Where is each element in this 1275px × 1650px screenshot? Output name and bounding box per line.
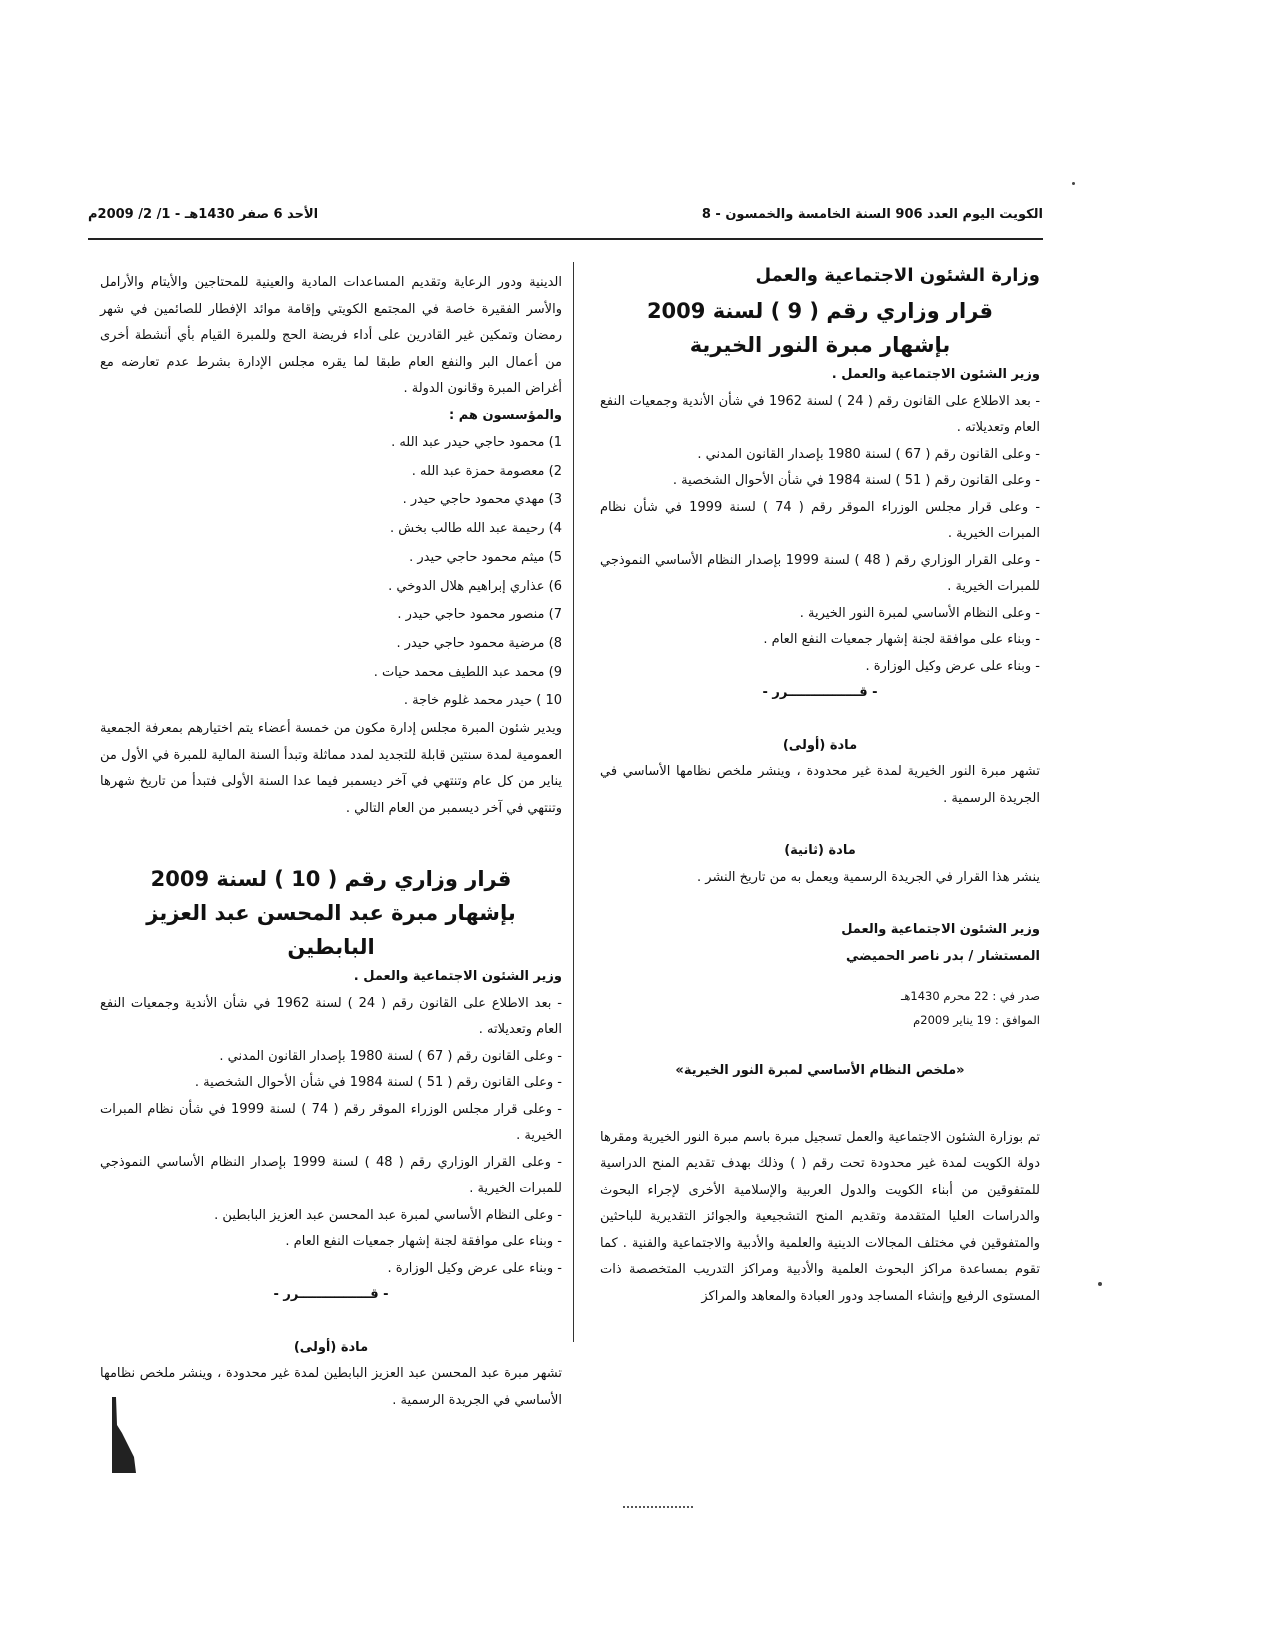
founder-item: 9) محمد عبد اللطيف محمد حيات . xyxy=(373,664,562,680)
recital: - بعد الاطلاع على القانون رقم ( 24 ) لسنة 1962 في شأن الأندية وجمعيات النفع العام وتعديلاته . xyxy=(600,393,1041,435)
founder-item: 2) معصومة حمزة عبد الله . xyxy=(411,463,562,479)
article-1-text: تشهر مبرة عبد المحسن عبد العزيز البابطين لمدة غير محدودة ، وينشر ملخص نظامها الأساسي في الجريدة الرسمية . xyxy=(100,1366,562,1408)
column-divider xyxy=(573,262,574,1342)
decree-subject: بإشهار مبرة عبد المحسن عبد العزيز البابطين xyxy=(146,901,516,960)
recital: - وعلى القانون رقم ( 51 ) لسنة 1984 في شأن الأحوال الشخصية . xyxy=(672,473,1040,488)
recital: - وعلى القرار الوزاري رقم ( 48 ) لسنة 1999 بإصدار النظام الأساسي النموذجي للمبرات الخيرية . xyxy=(600,552,1040,594)
article-1-title: مادة (أولى) xyxy=(782,737,858,753)
decree-subject: بإشهار مبرة النور الخيرية xyxy=(689,333,951,357)
recital: - وعلى النظام الأساسي لمبرة عبد المحسن عبد العزيز البابطين . xyxy=(214,1207,562,1223)
page-header xyxy=(88,207,1043,231)
article-1-text: تشهر مبرة النور الخيرية لمدة غير محدودة ، وينشر ملخص نظامها الأساسي في الجريدة الرسمية . xyxy=(600,764,1040,806)
scan-speck xyxy=(1098,1282,1102,1286)
header-date: الأحد 6 صفر 1430هـ - 1/ 2/ 2009م xyxy=(88,207,319,222)
founders-intro: والمؤسسون هم : xyxy=(448,407,562,423)
right-column xyxy=(600,262,1040,1310)
issue-date: صدر في : 22 محرم 1430هـ xyxy=(900,989,1040,1003)
recital: - وعلى القانون رقم ( 67 ) لسنة 1980 بإصدار القانون المدني . xyxy=(219,1048,562,1064)
decides-heading: - قــــــــــــــــرر - xyxy=(762,685,878,700)
recital: - وعلى القانون رقم ( 51 ) لسنة 1984 في شأن الأحوال الشخصية . xyxy=(194,1075,562,1091)
signature-name: المستشار / بدر ناصر الحميضي xyxy=(845,948,1040,964)
recital: - وبناء على موافقة لجنة إشهار جمعيات النفع العام . xyxy=(763,632,1040,647)
signature-title: وزير الشئون الاجتماعية والعمل xyxy=(841,922,1040,937)
article-2-title: مادة (ثانية) xyxy=(784,843,856,858)
recital: - وبناء على عرض وكيل الوزارة . xyxy=(865,658,1040,674)
corresponding-date: الموافق : 19 يناير 2009م xyxy=(913,1013,1040,1027)
founder-item: 6) عذاري إبراهيم هلال الدوخي . xyxy=(388,578,562,594)
recitals xyxy=(600,389,1040,681)
footer-mark xyxy=(623,1506,693,1508)
founder-item: 5) ميثم محمود حاجي حيدر . xyxy=(409,549,562,565)
founder-item: 10 ) حيدر محمد غلوم خاجة . xyxy=(403,693,562,709)
founder-item: 7) منصور محمود حاجي حيدر . xyxy=(397,607,562,623)
founder-item: 3) مهدي محمود حاجي حيدر . xyxy=(402,492,562,508)
founder-item: 1) محمود حاجي حيدر عبد الله . xyxy=(391,435,562,450)
summary-title: «ملخص النظام الأساسي لمبرة النور الخيرية» xyxy=(675,1063,965,1078)
summary-text: تم بوزارة الشئون الاجتماعية والعمل تسجيل مبرة باسم مبرة النور الخيرية ومقرها دولة الكويت لمدة غير محدودة تحت رقم ( ) وذلك بهدف تقديم المنح الدراسية للمتفوقين من أبناء الكويت والدول العربية والإسلامية الأخرى لإجراء البحوث والدراسات العليا المتقدمة وتقديم المنح التشجيعية والجوائز التقديرية للباحثين والمتفوقين في مختلف المجالات الدينية والعلمية والأدبية والاجتماعية والفنية . كما تقوم بمساعدة مراكز البحوث العلمية والأدبية ومراكز التدريب المتخصصة ذات المستوى الرفيع وإنشاء المساجد ودور العبادة والمعاهد والمراكز xyxy=(600,1129,1040,1304)
founder-item: 8) مرضية محمود حاجي حيدر . xyxy=(396,635,562,651)
founders-list xyxy=(100,429,562,716)
header-rule xyxy=(88,238,1043,240)
scan-artifact xyxy=(108,1395,138,1475)
recital: - وبناء على عرض وكيل الوزارة . xyxy=(387,1260,562,1276)
decree-title: قرار وزاري رقم ( 10 ) لسنة 2009 xyxy=(150,867,512,892)
article-2-text: ينشر هذا القرار في الجريدة الرسمية ويعمل به من تاريخ النشر . xyxy=(697,869,1040,885)
recital: - وعلى قرار مجلس الوزراء الموقر رقم ( 74 ) لسنة 1999 في شأن نظام المبرات الخيرية . xyxy=(600,499,1041,541)
recital: - وعلى القرار الوزاري رقم ( 48 ) لسنة 1999 بإصدار النظام الأساسي النموذجي للمبرات الخيرية . xyxy=(100,1154,562,1197)
management-text: ويدير شئون المبرة مجلس إدارة مكون من خمسة أعضاء يتم اختيارهم بمعرفة الجمعية العمومية لمدة سنتين قابلة للتجديد لمدد مماثلة وتبدأ السنة المالية للمبرة في الأول من يناير من كل عام وتنتهي في آخر ديسمبر فيما عدا السنة الأولى فتبدأ من تاريخ شهرها وتنتهي في آخر ديسمبر من العام التالي . xyxy=(100,721,562,816)
summary-continuation: الدينية ودور الرعاية وتقديم المساعدات المادية والعينية للمحتاجين والأيتام والأرامل والأسر الفقيرة خاصة في المجتمع الكويتي وإقامة موائد الإفطار للصائمين في شهر رمضان وتمكين غير القادرين على أداء فريضة الحج وللمبرة القيام بأي أنشطة أخرى من أعمال البر والنفع العام طبقا لما يقره مجلس الإدارة بشرط عدم تعارضه مع أغراض المبرة وقانون الدولة . xyxy=(100,275,562,396)
minister-line: وزير الشئون الاجتماعية والعمل . xyxy=(353,969,562,985)
scan-speck xyxy=(1072,182,1075,185)
founder-item: 4) رحيمة عبد الله طالب بخش . xyxy=(390,521,562,537)
header-issue: الكويت اليوم العدد 906 السنة الخامسة والخمسون - 8 xyxy=(701,207,1043,222)
recital: - وعلى القانون رقم ( 67 ) لسنة 1980 بإصدار القانون المدني . xyxy=(697,446,1040,462)
recital: - وعلى قرار مجلس الوزراء الموقر رقم ( 74 ) لسنة 1999 في شأن نظام المبرات الخيرية . xyxy=(100,1101,562,1144)
recital: - وعلى النظام الأساسي لمبرة النور الخيرية . xyxy=(799,605,1040,621)
decides-heading: - قــــــــــــــــرر - xyxy=(273,1287,389,1303)
ministry-name: وزارة الشئون الاجتماعية والعمل xyxy=(755,265,1040,286)
recitals xyxy=(100,991,562,1283)
recital: - وبناء على موافقة لجنة إشهار جمعيات النفع العام . xyxy=(285,1234,562,1250)
left-column xyxy=(100,270,562,1414)
recital: - بعد الاطلاع على القانون رقم ( 24 ) لسنة 1962 في شأن الأندية وجمعيات النفع العام وتعديلاته . xyxy=(100,995,562,1038)
minister-line: وزير الشئون الاجتماعية والعمل . xyxy=(831,367,1040,382)
article-1-title: مادة (أولى) xyxy=(293,1339,369,1355)
decree-title: قرار وزاري رقم ( 9 ) لسنة 2009 xyxy=(646,299,994,323)
